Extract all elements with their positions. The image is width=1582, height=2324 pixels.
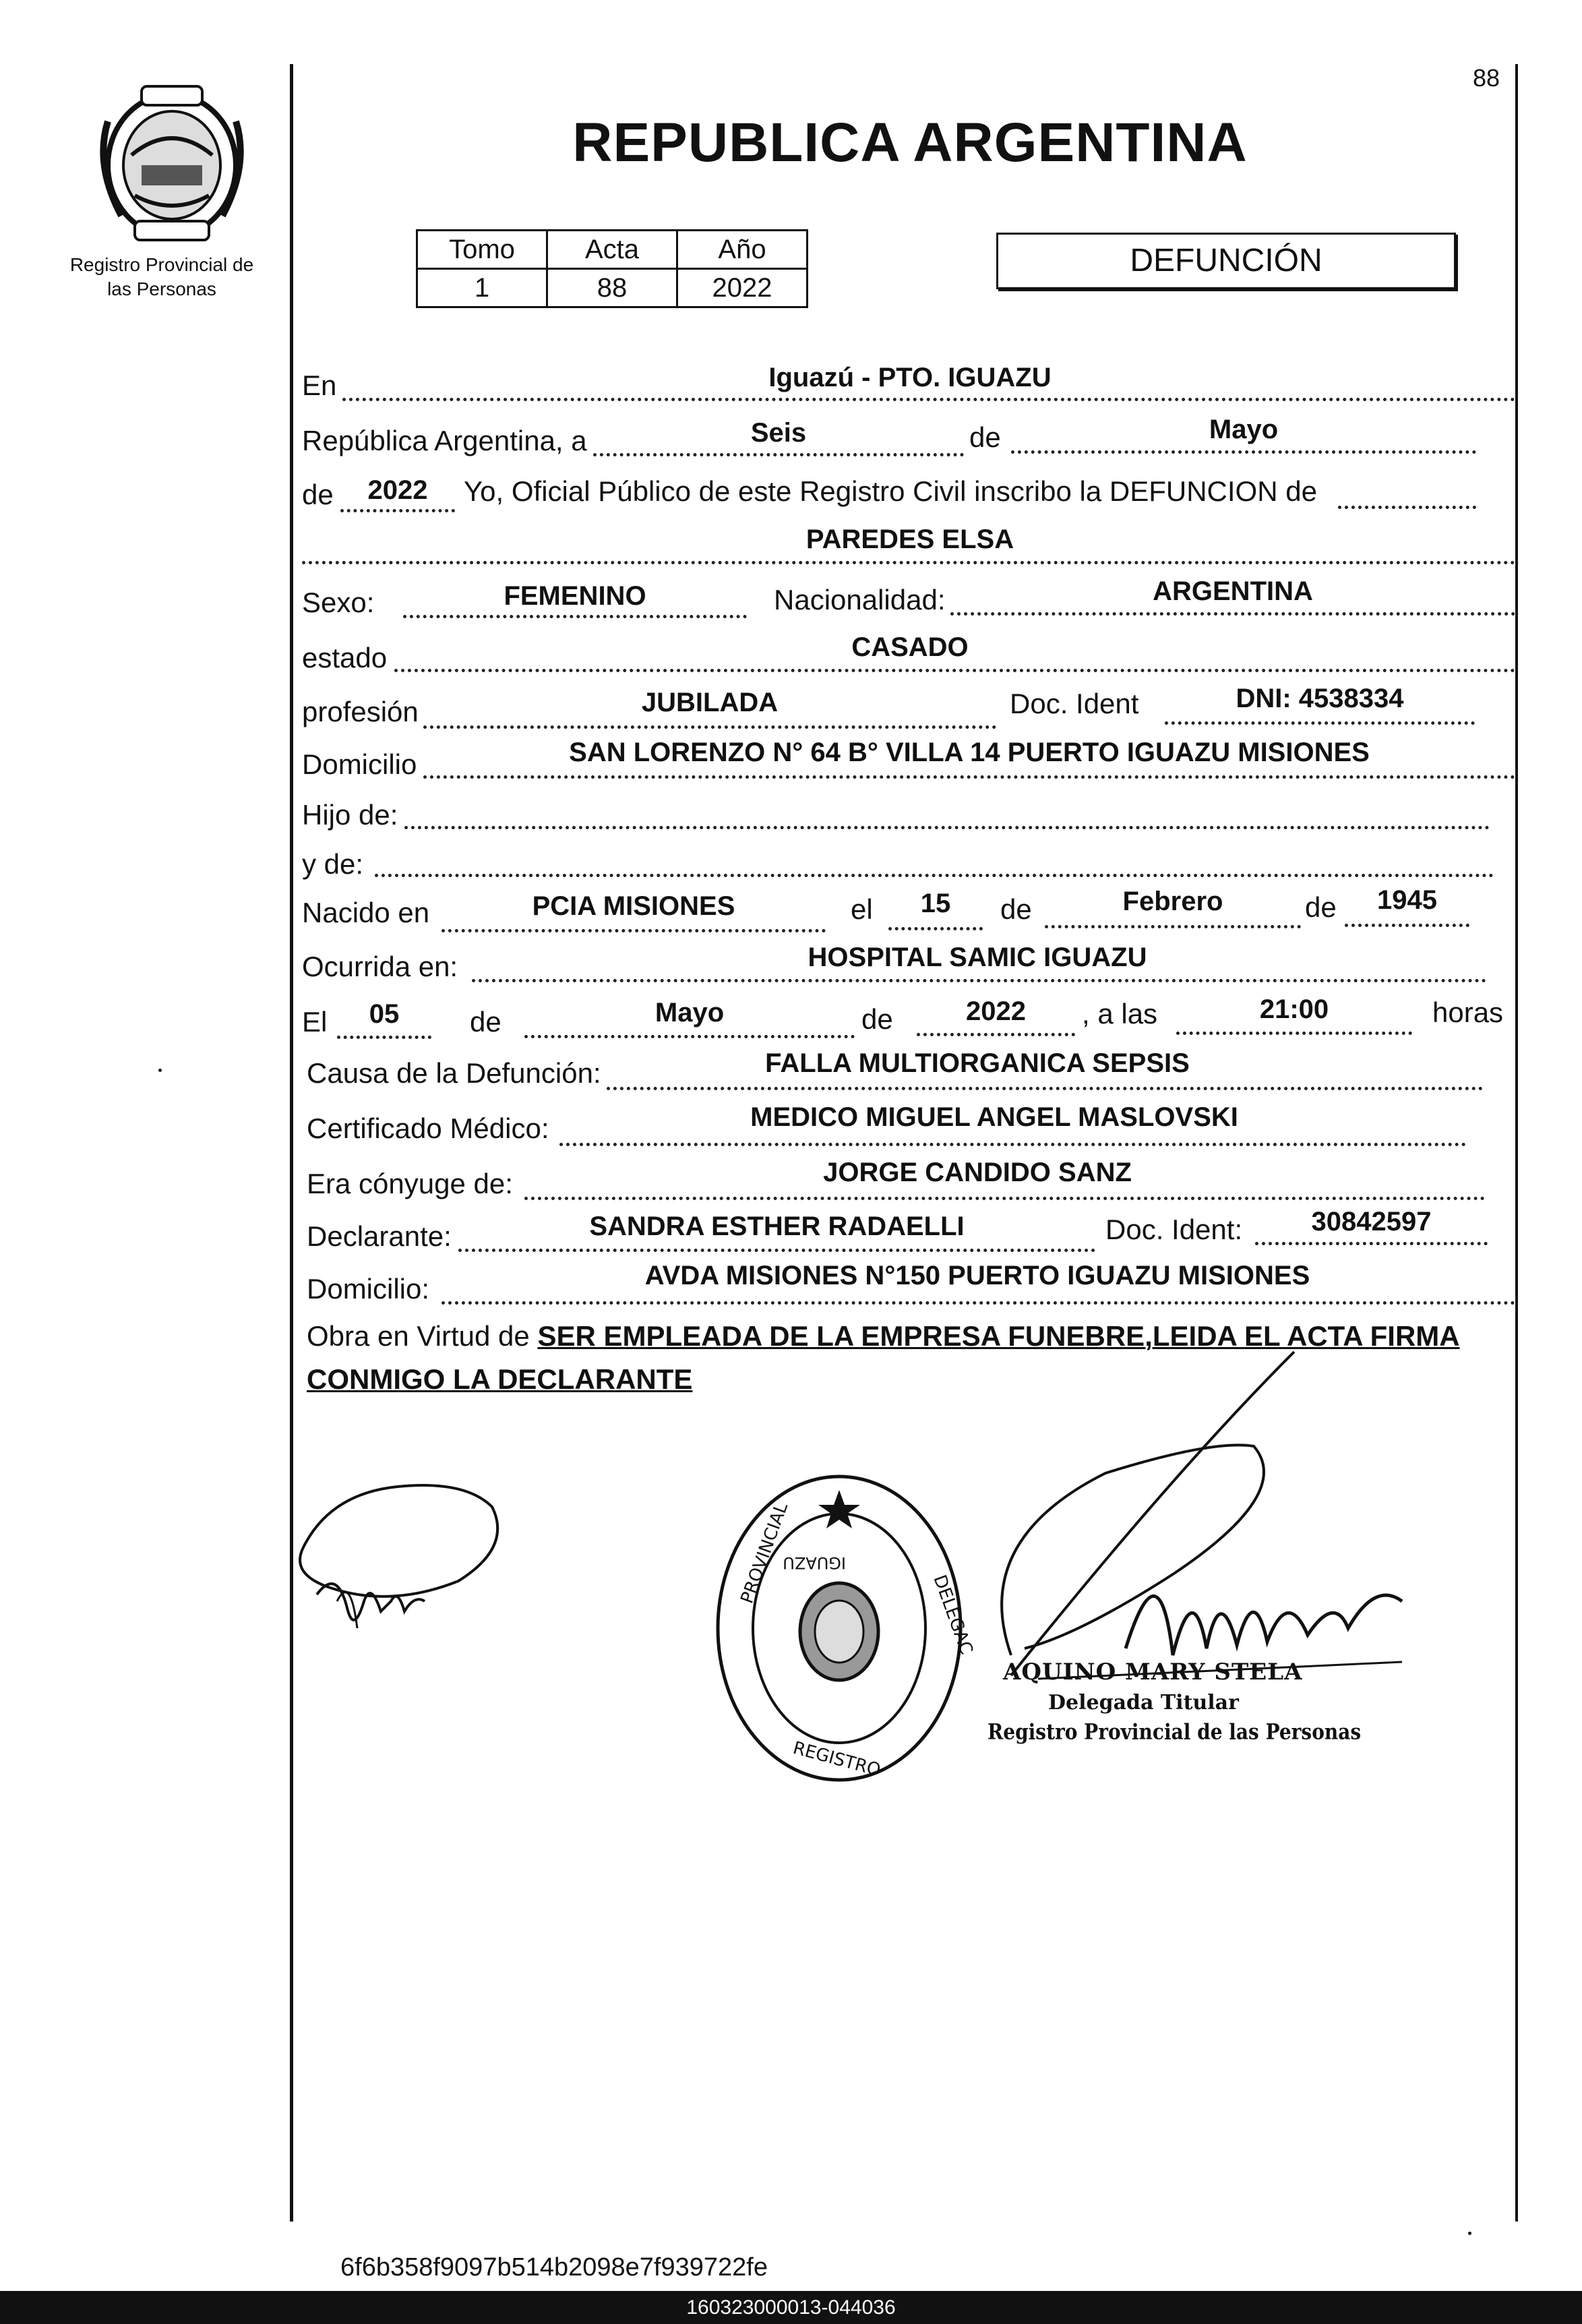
table-header-acta: Acta [547, 231, 677, 269]
label-estado: estado [302, 642, 388, 674]
province-logo-emblem [94, 81, 249, 243]
label-sexo: Sexo: [302, 587, 375, 618]
dotted-line [394, 669, 1515, 672]
value-declarant-doc: 30842597 [1311, 1207, 1432, 1237]
value-death-time: 21:00 [1259, 994, 1329, 1024]
dotted-line [403, 615, 747, 618]
dotted-line [340, 509, 455, 512]
official-role: Delegada Titular [1048, 1691, 1239, 1715]
value-certifying-doctor: MEDICO MIGUEL ANGEL MASLOVSKI [750, 1102, 1238, 1132]
value-obra-line2: CONMIGO LA DECLARANTE [307, 1363, 693, 1395]
label-domicilio: Domicilio [302, 748, 417, 780]
table-value-tomo: 1 [417, 269, 547, 307]
value-obra-line1: SER EMPLEADA DE LA EMPRESA FUNEBRE,LEIDA EL ACTA FIRMA [537, 1320, 1460, 1352]
label-ocurrida-en: Ocurrida en: [302, 951, 458, 982]
dotted-line [593, 453, 964, 456]
label-el: el [851, 893, 873, 925]
svg-text:PROVINCIAL: PROVINCIAL [737, 1499, 793, 1607]
dotted-line [1338, 506, 1476, 509]
label-conyuge: Era cónyuge de: [307, 1168, 513, 1199]
dotted-line [442, 929, 826, 932]
value-month: Mayo [1209, 415, 1279, 444]
label-inscribo: Yo, Oficial Público de este Registro Civil inscribo la DEFUNCION de [464, 475, 1317, 507]
value-doc-id: DNI: 4538334 [1236, 684, 1404, 713]
right-margin-line [1515, 64, 1518, 2222]
value-spouse: JORGE CANDIDO SANZ [823, 1158, 1132, 1187]
label-de-death-month: de [470, 1006, 501, 1038]
label-doc-ident: Doc. Ident [1010, 688, 1139, 719]
value-civil-status: CASADO [851, 632, 969, 662]
official-office: Registro Provincial de las Personas [987, 1719, 1362, 1745]
dotted-line [302, 561, 1515, 564]
label-nacido-en: Nacido en [302, 897, 430, 928]
value-sex: FEMENINO [504, 581, 646, 611]
dotted-line [342, 398, 1515, 401]
dotted-line [1011, 450, 1476, 454]
value-birth-month: Febrero [1122, 887, 1223, 916]
reference-table [416, 229, 808, 308]
dotted-line [1255, 1242, 1488, 1245]
label-de-birth-month: de [1000, 893, 1032, 925]
label-y-de: y de: [302, 848, 364, 880]
official-seal-stamp [711, 1470, 977, 1787]
value-place: Iguazú - PTO. IGUAZU [768, 363, 1052, 392]
label-declarante: Declarante: [307, 1220, 452, 1252]
dotted-line [888, 927, 983, 930]
dotted-line [375, 874, 1494, 877]
value-address: SAN LORENZO N° 64 B° VILLA 14 PUERTO IGUAZU MISIONES [569, 738, 1370, 767]
value-birth-year: 1945 [1377, 885, 1437, 915]
official-name: AQUINO MARY STELA [1003, 1659, 1303, 1686]
page-number: 88 [1473, 64, 1500, 92]
logo-caption: Registro Provincial de las Personas [69, 254, 254, 299]
label-certificado: Certificado Médico: [307, 1112, 549, 1144]
value-declarant: SANDRA ESTHER RADAELLI [589, 1212, 965, 1241]
footer-barcode-number: 160323000013-044036 [0, 2291, 1582, 2324]
label-en: En [302, 369, 337, 401]
label-de: de [969, 421, 1001, 453]
dotted-line [1045, 925, 1301, 928]
scan-speck [158, 1069, 162, 1072]
label-hijo-de: Hijo de: [302, 799, 398, 831]
dotted-line [559, 1143, 1466, 1146]
value-year: 2022 [367, 475, 428, 505]
svg-text:DELEGAC: DELEGAC [929, 1572, 977, 1657]
label-nacionalidad: Nacionalidad: [774, 584, 946, 616]
dotted-line [442, 1301, 1515, 1305]
label-profesion: profesión [302, 696, 419, 727]
dotted-line [1176, 1032, 1412, 1035]
label-a-las: , a las [1082, 998, 1158, 1030]
value-death-year: 2022 [966, 996, 1026, 1026]
value-birth-day: 15 [920, 889, 951, 918]
dotted-line [1165, 721, 1475, 725]
dotted-line [472, 979, 1486, 982]
value-death-month: Mayo [655, 998, 725, 1027]
table-value-ano: 2022 [677, 269, 808, 307]
label-horas: horas [1432, 996, 1504, 1028]
label-obra: Obra en Virtud de [307, 1320, 530, 1352]
value-born-in: PCIA MISIONES [532, 891, 735, 921]
value-declarant-address: AVDA MISIONES N°150 PUERTO IGUAZU MISIONES [644, 1261, 1310, 1290]
value-cause: FALLA MULTIORGANICA SEPSIS [765, 1048, 1190, 1078]
document-hash: 6f6b358f9097b514b2098e7f939722fe [340, 2253, 768, 2282]
dotted-line [917, 1033, 1075, 1036]
value-nationality: ARGENTINA [1153, 576, 1313, 606]
label-el-cap: El [302, 1006, 328, 1038]
dotted-line [404, 826, 1490, 829]
label-de-death-year: de [861, 1003, 893, 1035]
dotted-line [524, 1035, 855, 1038]
declarant-signature [290, 1466, 519, 1655]
page-title: REPUBLICA ARGENTINA [572, 112, 1248, 173]
dotted-line [337, 1036, 431, 1039]
dotted-line [423, 775, 1515, 779]
label-causa: Causa de la Defunción: [307, 1057, 601, 1089]
dotted-line [524, 1197, 1485, 1200]
dotted-line [607, 1087, 1483, 1090]
value-profession: JUBILADA [641, 688, 779, 717]
document-type-box: DEFUNCIÓN [996, 233, 1456, 289]
dotted-line [1345, 924, 1469, 927]
table-value-acta: 88 [547, 269, 677, 307]
dotted-line [458, 1249, 1095, 1252]
label-domicilio-2: Domicilio: [307, 1273, 430, 1305]
value-day-word: Seis [750, 418, 807, 448]
svg-text:IGUAZU: IGUAZU [783, 1553, 846, 1572]
label-de-birth-year: de [1305, 891, 1337, 923]
left-margin-line [290, 64, 293, 2222]
label-republica: República Argentina, a [302, 425, 587, 456]
value-death-place: HOSPITAL SAMIC IGUAZU [808, 943, 1147, 972]
dotted-line [423, 725, 996, 729]
dotted-line [950, 612, 1515, 616]
table-header-tomo: Tomo [417, 231, 547, 269]
table-header-ano: Año [677, 231, 808, 269]
label-de-year: de [302, 479, 334, 510]
value-deceased-name: PAREDES ELSA [805, 525, 1014, 554]
value-death-day: 05 [369, 999, 400, 1029]
scan-speck [1468, 2232, 1471, 2235]
label-doc-ident-2: Doc. Ident: [1105, 1214, 1243, 1245]
svg-text:REGISTRO: REGISTRO [791, 1737, 883, 1781]
